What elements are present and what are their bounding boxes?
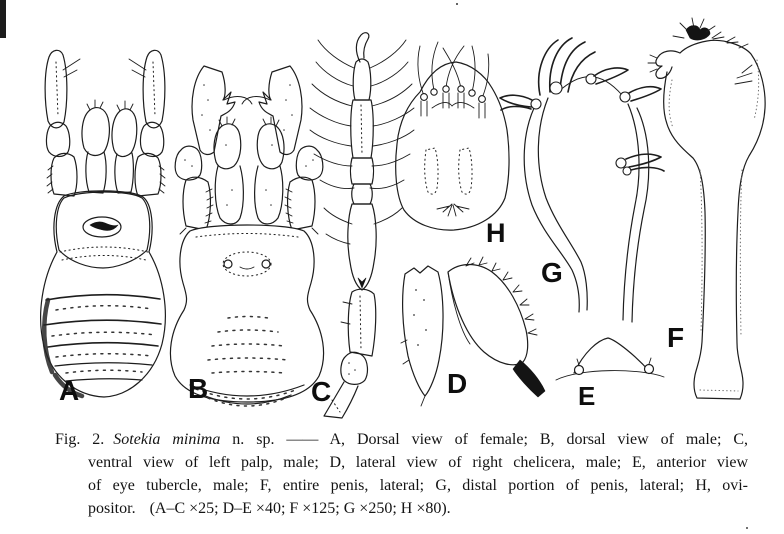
panel-e-drawing-eye-tubercle bbox=[556, 338, 664, 380]
figure-caption bbox=[55, 428, 748, 520]
panel-label-a: A bbox=[59, 375, 80, 406]
caption-hyphenated-word: positor. bbox=[88, 500, 136, 517]
caption-line1-text: n. sp. —— A, Dorsal view of female; B, dorsal view of male; C, bbox=[232, 431, 749, 448]
panel-label-d: D bbox=[447, 368, 468, 399]
caption-magnifications: (A–C ×25; D–E ×40; F ×125; G ×250; H ×80). bbox=[149, 500, 451, 517]
caption-line-1 bbox=[55, 428, 748, 451]
scan-speck bbox=[456, 3, 458, 5]
panel-label-h: H bbox=[486, 218, 506, 248]
panel-label-g: G bbox=[541, 257, 563, 288]
scan-artifact-corner bbox=[0, 0, 6, 38]
caption-species-name: Sotekia minima bbox=[113, 431, 221, 448]
panel-d-drawing-chelicera bbox=[401, 257, 545, 406]
caption-fig-label: Fig. 2. bbox=[55, 431, 105, 448]
panel-label-e: E bbox=[578, 381, 596, 411]
panel-f-drawing-penis-entire bbox=[648, 18, 765, 399]
panel-label-c: C bbox=[311, 376, 332, 407]
caption-line-2: ventral view of left palp, male; D, lateral view of right chelicera, male; E, anterior view bbox=[88, 454, 748, 471]
panel-h-drawing-ovipositor bbox=[396, 42, 509, 230]
scan-speck bbox=[746, 527, 748, 529]
panel-label-b: B bbox=[188, 373, 209, 404]
panel-g-drawing-penis-distal bbox=[500, 38, 664, 322]
caption-line-4 bbox=[88, 497, 748, 520]
panel-a-drawing-female-dorsal bbox=[41, 50, 166, 397]
panel-c-drawing-palp bbox=[310, 33, 414, 418]
panel-label-f: F bbox=[667, 322, 685, 353]
panel-b-drawing-male-dorsal bbox=[170, 66, 323, 406]
caption-line-3: of eye tubercle, male; F, entire penis, lateral; G, distal portion of penis, lateral; H, ovi- bbox=[88, 477, 748, 494]
